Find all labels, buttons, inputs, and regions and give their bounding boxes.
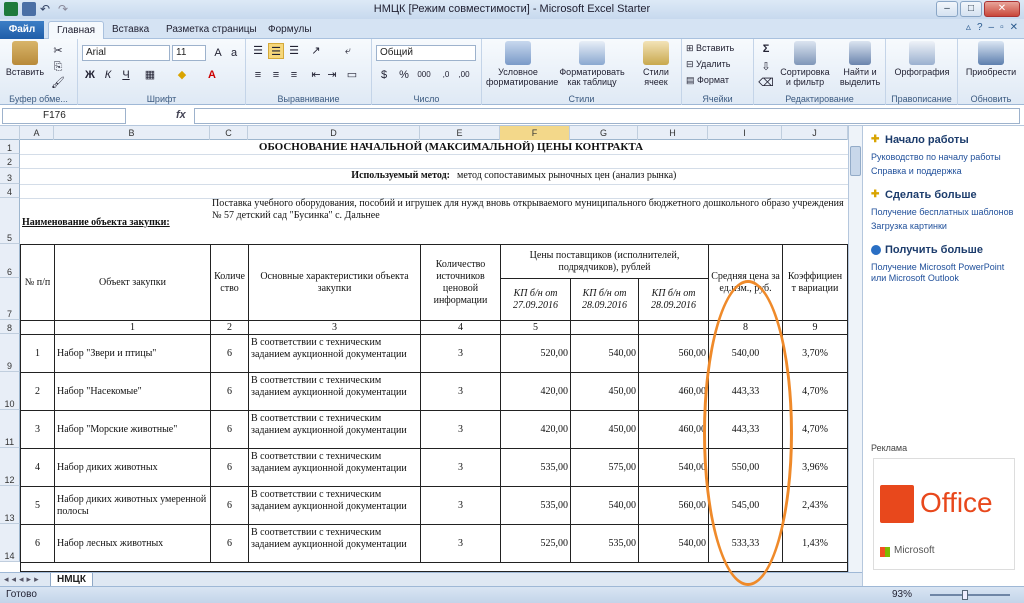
align-middle-icon[interactable]: ☰ [268,43,284,59]
column-header[interactable]: D [248,126,420,140]
ad-label: Реклама [871,443,908,453]
worksheet-grid[interactable] [0,126,848,572]
link-free-templates[interactable]: Получение бесплатных шаблонов [871,207,1014,217]
styles-group-label: Стили [568,94,595,104]
format-table-button[interactable] [554,41,630,87]
cell-characteristics[interactable]: В соответствии с техническим заданием аукционной документации [248,372,421,411]
cell-qty[interactable]: 6 [210,486,249,525]
colnum-cell[interactable] [638,320,709,335]
header-kp2[interactable]: КП б/н от 28.09.2016 [570,278,639,321]
borders-icon[interactable]: ▦ [144,69,156,81]
row-header[interactable]: 3 [0,168,20,184]
align-right-icon[interactable]: ≡ [290,69,298,81]
clear-icon[interactable]: ⌫ [758,77,774,89]
cell-price-2[interactable]: 450,00 [570,410,639,449]
workbook-restore-icon[interactable]: ▫ [1000,22,1004,33]
status-ready: Готово [6,589,37,600]
group-alignment [246,39,372,105]
spelling-icon [909,41,935,65]
fill-icon[interactable]: ⇩ [761,61,771,73]
currency-icon[interactable]: $ [380,69,388,81]
group-number [372,39,482,105]
workbook-minimize-icon[interactable]: – [988,22,995,33]
row-header[interactable]: 10 [0,372,20,410]
cell-object[interactable]: Набор лесных животных [54,524,211,563]
cell-price-1[interactable]: 535,00 [500,448,571,487]
spelling-label: Орфография [894,67,950,77]
column-header[interactable]: I [708,126,782,140]
font-group-label: Шрифт [146,94,177,104]
proofing-group-label: Правописание [891,94,952,104]
font-size-select[interactable]: 11 [172,45,206,61]
column-headers [0,126,848,140]
cell-num[interactable]: 6 [20,524,55,563]
font-name-select[interactable]: Arial [82,45,170,61]
find-select-icon [849,41,871,65]
align-center-icon[interactable]: ≡ [272,69,280,81]
cell-coefficient[interactable]: 1,43% [782,524,848,563]
italic-icon[interactable]: К [104,69,112,81]
grow-font-icon[interactable]: A [214,47,222,59]
purchase-button[interactable] [960,41,1022,77]
cell-price-3[interactable]: 460,00 [638,410,709,449]
increase-decimal-icon[interactable]: ,0 [442,70,450,79]
tab-file[interactable]: Файл [0,21,44,39]
cell-sources[interactable]: 3 [420,524,501,563]
align-bottom-icon[interactable]: ☰ [289,45,299,57]
select-all-corner[interactable] [0,126,20,140]
row-header[interactable]: 11 [0,410,20,448]
cells-group-label: Ячейки [702,94,733,104]
colnum-cell[interactable] [20,320,55,335]
formula-input[interactable] [194,108,1020,124]
row-header[interactable]: 1 [0,140,20,154]
thousands-icon[interactable]: 000 [417,70,431,79]
cell-price-2[interactable]: 540,00 [570,334,639,373]
start-icon: ✚ [871,134,880,145]
column-header[interactable]: F [500,126,570,140]
format-painter-icon[interactable]: 🖌 [51,77,65,89]
get-more-heading-label: Получить больше [885,244,983,256]
row-header[interactable]: 12 [0,448,20,486]
group-editing [754,39,886,105]
office-ad[interactable] [873,458,1015,570]
purchase-label: Приобрести [965,67,1017,77]
colnum-cell[interactable]: 9 [782,320,848,335]
cell-object[interactable]: Набор "Насекомые" [54,372,211,411]
alignment-group-label: Выравнивание [277,94,340,104]
cell-price-1[interactable]: 420,00 [500,372,571,411]
close-button[interactable]: ✕ [984,1,1020,17]
cell-styles-label: Стили ячеек [643,67,669,87]
cell-qty[interactable]: 6 [210,448,249,487]
method-value[interactable]: метод сопоставимых рыночных цен (анализ рынка) [457,170,677,181]
cell-sources[interactable]: 3 [420,486,501,525]
spelling-button[interactable] [890,41,954,77]
row-header[interactable]: 5 [0,198,20,244]
more-icon: ✚ [871,189,880,200]
status-bar [0,586,1024,603]
editing-group-label: Редактирование [785,94,854,104]
ribbon-tabs [0,19,1024,39]
column-header[interactable]: G [570,126,638,140]
increase-indent-icon[interactable]: ⇥ [327,69,337,81]
zoom-slider-handle[interactable] [962,590,968,600]
row-header[interactable]: 6 [0,244,20,278]
zoom-slider[interactable] [930,594,1010,596]
link-help-support[interactable]: Справка и поддержка [871,166,962,176]
paste-label: Вставить [5,67,45,77]
cell-price-3[interactable]: 460,00 [638,372,709,411]
row-header[interactable]: 8 [0,320,20,334]
tab-formulas[interactable]: Формулы [268,24,312,35]
header-kp1[interactable]: КП б/н от 27.09.2016 [500,278,571,321]
sheet-nav-arrows-icon[interactable]: ◂◂◂▸▸ [4,574,42,584]
conditional-format-button[interactable] [486,41,559,87]
cell-price-3[interactable]: 560,00 [638,486,709,525]
column-header[interactable]: C [210,126,248,140]
formula-bar [0,106,1024,126]
tab-insert[interactable]: Вставка [112,24,150,35]
align-left-icon[interactable]: ≡ [254,69,262,81]
cell-coefficient[interactable]: 2,43% [782,486,848,525]
gridline [20,184,848,185]
cell-qty[interactable]: 6 [210,334,249,373]
undo-icon[interactable]: ↶ [40,2,51,16]
group-proofing [886,39,958,105]
sort-filter-label: Сортировка и фильтр [780,67,830,87]
colnum-cell[interactable]: 4 [420,320,501,335]
insert-cells-button[interactable] [686,43,734,54]
get-more-icon [871,245,881,255]
find-select-button[interactable] [836,41,884,87]
row-header[interactable]: 14 [0,524,20,562]
cell-object[interactable]: Набор диких животных умеренной полосы [54,486,211,525]
bold-icon[interactable]: Ж [85,69,95,81]
cut-icon[interactable]: ✂ [53,45,63,57]
cell-characteristics[interactable]: В соответствии с техническим заданием аукционной документации [248,524,421,563]
cell-num[interactable]: 1 [20,334,55,373]
cell-price-2[interactable]: 535,00 [570,524,639,563]
table-row[interactable] [20,562,848,572]
format-cells-icon: ▤ [686,75,698,85]
group-cells [682,39,754,105]
microsoft-logo-icon [880,547,890,557]
header-num[interactable]: № п/п [20,244,55,321]
sort-filter-button[interactable] [778,41,832,87]
gridline [20,154,848,155]
cell-qty[interactable]: 6 [210,410,249,449]
get-more-heading [871,244,983,256]
method-label[interactable]: Используемый метод: [351,170,450,181]
cell-characteristics[interactable]: В соответствии с техническим заданием аукционной документации [248,448,421,487]
cell-price-1[interactable]: 420,00 [500,410,571,449]
minimize-button[interactable]: – [936,1,958,17]
cell-price-3[interactable]: 540,00 [638,524,709,563]
cell-coefficient[interactable]: 3,96% [782,448,848,487]
format-cells-button[interactable] [686,75,729,86]
row-header[interactable]: 4 [0,184,20,198]
row-header[interactable]: 9 [0,334,20,372]
paste-button[interactable] [4,41,46,77]
header-object[interactable]: Объект закупки [54,244,211,321]
format-table-icon [579,41,605,65]
cell-qty[interactable]: 6 [210,372,249,411]
column-header[interactable]: A [20,126,54,140]
ribbon-minimize-icon[interactable]: ▵ [965,22,971,33]
insert-cells-label: Вставить [696,43,735,53]
cell-characteristics[interactable]: В соответствии с техническим заданием аукционной документации [248,486,421,525]
redo-icon[interactable]: ↷ [58,2,69,16]
colnum-cell[interactable]: 2 [210,320,249,335]
vertical-scrollbar[interactable] [848,126,862,572]
more-heading-label: Сделать больше [885,189,977,201]
clipboard-group-label: Буфер обме... [9,94,68,104]
upgrade-group-label: Обновить [970,94,1012,104]
cell-sources[interactable]: 3 [420,334,501,373]
cell-price-3[interactable]: 560,00 [638,334,709,373]
sheet-tab-nmck[interactable]: НМЦК [50,573,93,587]
colnum-cell[interactable]: 3 [248,320,421,335]
row-header[interactable]: 2 [0,154,20,168]
cell-average[interactable]: 443,33 [708,410,783,449]
column-header[interactable]: H [638,126,708,140]
sort-filter-icon [794,41,816,65]
insert-cells-icon: ⊞ [686,43,697,53]
cell-price-1[interactable]: 525,00 [500,524,571,563]
cell-price-1[interactable]: 535,00 [500,486,571,525]
find-select-label: Найти и выделить [839,67,881,87]
cell-qty[interactable]: 6 [210,524,249,563]
cell-coefficient[interactable]: 3,70% [782,334,848,373]
cell-sources[interactable]: 3 [420,448,501,487]
window-title: НМЦК [Режим совместимости] - Microsoft Excel Starter [373,3,651,15]
start-heading-label: Начало работы [885,134,969,146]
column-header[interactable]: B [54,126,210,140]
shrink-font-icon[interactable]: a [230,47,238,59]
maximize-button[interactable]: □ [960,1,982,17]
percent-icon[interactable]: % [399,69,409,81]
group-styles [482,39,682,105]
cell-characteristics[interactable]: В соответствии с техническим заданием аукционной документации [248,410,421,449]
purchase-icon [978,41,1004,65]
link-getting-started[interactable]: Руководство по началу работы [871,152,1001,162]
title-bar [0,0,1024,19]
decrease-indent-icon[interactable]: ⇤ [311,69,321,81]
sheet-tab-bar [0,572,862,586]
colnum-cell[interactable] [570,320,639,335]
ad-office-text: Office [920,487,993,518]
cell-price-3[interactable]: 540,00 [638,448,709,487]
name-box[interactable]: F176 [2,108,126,124]
cell-coefficient[interactable]: 4,70% [782,410,848,449]
colnum-cell[interactable]: 1 [54,320,211,335]
cell-object[interactable]: Набор "Морские животные" [54,410,211,449]
delete-cells-button[interactable] [686,59,730,70]
cell-num[interactable]: 2 [20,372,55,411]
copy-icon[interactable]: ⎘ [53,61,63,73]
ribbon [0,39,1024,105]
group-font [78,39,246,105]
conditional-format-label: Условное форматирование [486,67,559,87]
conditional-format-icon [505,41,531,65]
header-sources[interactable]: Количество источников ценовой информации [420,244,501,321]
format-table-label: Форматировать как таблицу [559,67,625,87]
cell-object[interactable]: Набор "Звери и птицы" [54,334,211,373]
help-icon[interactable]: ? [976,22,983,33]
font-color-icon[interactable]: A [208,69,216,81]
number-group-label: Число [413,94,440,104]
fill-color-icon[interactable]: ◆ [177,69,187,81]
header-qty[interactable]: Количе ство [210,244,249,321]
group-clipboard [0,39,78,105]
link-get-powerpoint[interactable]: Получение Microsoft PowerPoint или Microsoft Outlook [871,262,1005,283]
column-header[interactable]: J [782,126,848,140]
row-header[interactable]: 7 [0,278,20,320]
start-heading [871,134,969,146]
cell-average[interactable]: 533,33 [708,524,783,563]
task-pane [862,126,1024,586]
scrollbar-thumb[interactable] [850,146,861,176]
cell-num[interactable]: 5 [20,486,55,525]
cell-price-2[interactable]: 540,00 [570,486,639,525]
cell-average[interactable]: 540,00 [708,334,783,373]
cell-sources[interactable]: 3 [420,410,501,449]
orientation-icon[interactable]: ↗ [311,45,321,57]
cell-num[interactable]: 3 [20,410,55,449]
object-value[interactable]: Поставка учебного оборудования, пособий и игрушек для нужд вновь открываемого муниципального бюджетного дошкольного образо учреждения № 57 детский сад "Бусинка" с. Дальнее [212,198,844,221]
tab-home[interactable]: Главная [48,21,104,39]
format-cells-label: Формат [697,75,729,85]
more-heading [871,189,977,201]
cell-average[interactable]: 443,33 [708,372,783,411]
link-clip-art[interactable]: Загрузка картинки [871,221,947,231]
merge-cells-icon[interactable]: ▭ [346,69,358,81]
cell-characteristics[interactable]: В соответствии с техническим заданием аукционной документации [248,334,421,373]
align-top-icon[interactable]: ☰ [253,45,263,57]
cell-average[interactable]: 550,00 [708,448,783,487]
zoom-level[interactable]: 93% [892,589,913,600]
header-coefficient[interactable]: Коэффициен т вариации [782,244,848,321]
decrease-decimal-icon[interactable]: ,00 [458,70,470,79]
group-upgrade [958,39,1024,105]
sheet-title[interactable]: ОБОСНОВАНИЕ НАЧАЛЬНОЙ (МАКСИМАЛЬНОЙ) ЦЕНЫ КОНТРАКТА [258,141,644,153]
cell-price-2[interactable]: 575,00 [570,448,639,487]
paste-icon [12,41,38,65]
tab-page-layout[interactable]: Разметка страницы [166,24,257,35]
object-label[interactable]: Наименование объекта закупки: [22,217,170,228]
cell-average[interactable]: 545,00 [708,486,783,525]
cell-num[interactable]: 4 [20,448,55,487]
header-kp3[interactable]: КП б/н от 28.09.2016 [638,278,709,321]
header-average[interactable]: Средняя цена за ед.изм., руб. [708,244,783,321]
cell-price-2[interactable]: 450,00 [570,372,639,411]
cell-styles-button[interactable] [634,41,678,87]
row-header[interactable]: 13 [0,486,20,524]
colnum-cell[interactable]: 5 [500,320,571,335]
cell-object[interactable]: Набор диких животных [54,448,211,487]
delete-cells-icon: ⊟ [686,59,697,69]
number-format-select[interactable]: Общий [376,45,476,61]
workbook-close-icon[interactable]: ✕ [1009,22,1018,33]
ad-microsoft-text: Microsoft [894,545,935,556]
autosum-icon[interactable]: Σ [762,43,770,55]
office-logo-icon [880,485,914,523]
delete-cells-label: Удалить [696,59,731,69]
column-header[interactable]: E [420,126,500,140]
cell-coefficient[interactable]: 4,70% [782,372,848,411]
wrap-text-icon[interactable]: ⤶ [344,45,352,57]
header-characteristics[interactable]: Основные характеристики объекта закупки [248,244,421,321]
insert-function-icon[interactable]: fx [176,109,186,121]
colnum-cell[interactable]: 8 [708,320,783,335]
header-prices[interactable]: Цены поставщиков (исполнителей, подрядчиков), рублей [500,244,709,279]
underline-icon[interactable]: Ч [122,69,130,81]
cell-styles-icon [643,41,669,65]
cell-sources[interactable]: 3 [420,372,501,411]
cell-price-1[interactable]: 520,00 [500,334,571,373]
